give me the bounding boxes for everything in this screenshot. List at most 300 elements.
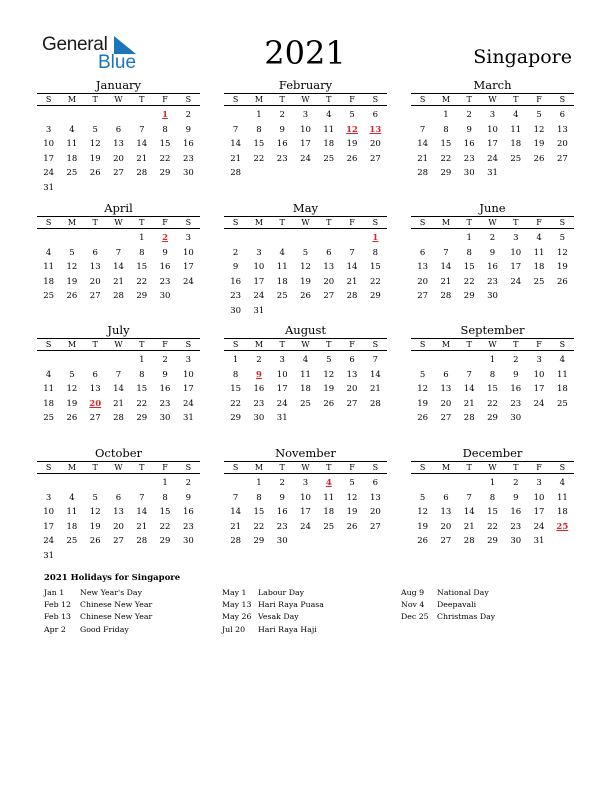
day-cell: 4 — [69, 124, 75, 135]
day-cell: 7 — [466, 369, 472, 380]
day-cell: 13 — [89, 262, 101, 273]
day-cell: 26 — [89, 168, 101, 179]
weekday-label: T — [326, 340, 332, 349]
day-cell: 4 — [279, 247, 285, 258]
day-cell: 18 — [556, 384, 568, 395]
holiday-entry — [44, 587, 152, 599]
day-cell: 22 — [136, 276, 148, 287]
day-cell: 27 — [323, 291, 335, 302]
day-cell: 2 — [513, 355, 519, 365]
day-cell: 13 — [556, 124, 568, 135]
day-cell: 2 — [256, 355, 262, 365]
month-name: July — [107, 323, 130, 337]
day-cell: 11 — [556, 492, 568, 503]
weekday-label: T — [466, 463, 472, 472]
empty-day-cell — [37, 231, 60, 246]
day-cell: 27 — [417, 291, 429, 302]
day-cell: 18 — [323, 139, 335, 150]
day-cell: 15 — [136, 262, 148, 273]
month-calendar — [411, 201, 574, 304]
day-cell: 13 — [417, 262, 429, 273]
day-cell: 16 — [182, 139, 194, 150]
day-cell: 30 — [182, 536, 194, 547]
day-cell: 27 — [440, 413, 452, 424]
holiday-date: Jul 20 — [222, 624, 246, 634]
day-cell: 31 — [487, 168, 498, 179]
day-cell: 3 — [256, 247, 262, 258]
day-cell: 31 — [253, 305, 265, 316]
weekday-label: S — [559, 218, 566, 227]
weekday-label: T — [92, 218, 98, 227]
day-cell: 29 — [136, 413, 148, 424]
day-cell: 14 — [113, 262, 124, 273]
day-cell: 20 — [89, 276, 101, 287]
month-calendar — [411, 78, 574, 181]
day-cell: 6 — [372, 478, 379, 488]
day-cell: 15 — [159, 139, 171, 150]
weekday-label: F — [162, 95, 168, 104]
holiday-date: Feb 12 — [44, 600, 71, 610]
day-cell: 25 — [533, 276, 545, 287]
day-cell: 23 — [487, 276, 498, 287]
weekday-label: S — [185, 463, 192, 472]
calendar-year: 2021 — [264, 34, 346, 72]
day-cell: 4 — [513, 110, 519, 120]
weekday-label: S — [45, 218, 52, 227]
weekday-label: T — [139, 218, 145, 227]
month-calendar — [411, 446, 574, 549]
weekday-label: T — [466, 340, 472, 349]
weekday-label: M — [254, 95, 264, 104]
day-cell: 23 — [510, 398, 522, 409]
holiday-date: Dec 25 — [401, 612, 429, 622]
day-cell: 22 — [463, 276, 475, 287]
day-cell: 18 — [533, 262, 545, 273]
month-name: September — [460, 323, 525, 337]
day-grid — [224, 108, 387, 181]
day-cell: 20 — [323, 276, 335, 287]
empty-day-cell — [60, 353, 83, 368]
day-cell: 6 — [92, 247, 98, 258]
holidays-title: 2021 Holidays for Singapore — [44, 573, 181, 583]
day-cell: 13 — [346, 369, 358, 380]
day-cell: 28 — [417, 168, 429, 179]
holiday-day-cell: 1 — [372, 233, 379, 243]
holiday-entry — [401, 599, 495, 611]
day-cell: 21 — [136, 521, 148, 532]
day-cell: 5 — [559, 233, 566, 243]
holiday-name: Labour Day — [258, 588, 305, 597]
holiday-name: Vesak Day — [258, 612, 299, 622]
day-cell: 25 — [556, 398, 568, 409]
day-cell: 17 — [43, 521, 55, 532]
day-cell: 7 — [466, 492, 472, 503]
day-cell: 26 — [300, 291, 311, 302]
weekday-label: T — [92, 463, 98, 472]
day-cell: 20 — [346, 384, 358, 395]
holiday-name: Christmas Day — [437, 612, 496, 622]
day-cell: 15 — [440, 139, 452, 150]
day-cell: 17 — [510, 262, 522, 273]
day-cell: 19 — [66, 276, 78, 287]
month-name: June — [479, 201, 506, 215]
weekday-label: F — [536, 218, 542, 227]
day-cell: 13 — [113, 139, 124, 150]
holiday-entry — [401, 611, 495, 623]
day-cell: 7 — [232, 492, 239, 503]
day-cell: 21 — [463, 398, 475, 409]
weekday-label: T — [513, 340, 519, 349]
holiday-day-cell: 13 — [369, 124, 382, 135]
holiday-day-cell: 25 — [556, 521, 569, 532]
day-cell: 11 — [323, 124, 335, 135]
day-cell: 6 — [443, 492, 449, 503]
holiday-name: New Year's Day — [80, 588, 142, 597]
day-cell: 27 — [89, 291, 101, 302]
day-cell: 18 — [323, 507, 335, 518]
holiday-name: Hari Raya Puasa — [258, 600, 324, 610]
day-cell: 18 — [276, 276, 288, 287]
month-calendar — [37, 201, 200, 304]
day-cell: 8 — [162, 124, 168, 135]
holiday-column — [44, 587, 152, 636]
empty-day-cell — [411, 353, 434, 368]
day-cell: 8 — [232, 369, 239, 380]
day-cell: 12 — [556, 247, 568, 258]
day-cell: 28 — [463, 413, 475, 424]
weekday-label: T — [466, 218, 472, 227]
day-cell: 19 — [323, 384, 335, 395]
day-cell: 7 — [139, 492, 145, 503]
day-cell: 27 — [113, 536, 124, 547]
day-cell: 21 — [369, 384, 381, 395]
empty-day-cell — [434, 353, 457, 368]
day-cell: 19 — [417, 398, 429, 409]
day-cell: 12 — [66, 262, 78, 273]
day-cell: 30 — [276, 536, 288, 547]
day-cell: 11 — [323, 492, 335, 503]
day-cell: 1 — [139, 355, 145, 365]
day-cell: 14 — [230, 139, 242, 150]
weekday-header — [224, 93, 387, 106]
day-cell: 23 — [463, 153, 475, 164]
day-cell: 12 — [417, 384, 429, 395]
day-cell: 19 — [66, 398, 78, 409]
empty-day-cell — [271, 231, 294, 246]
day-cell: 24 — [510, 276, 522, 287]
day-cell: 28 — [369, 398, 381, 409]
day-cell: 19 — [533, 139, 545, 150]
day-cell: 5 — [92, 492, 98, 503]
day-cell: 1 — [256, 478, 262, 488]
month-calendar — [224, 446, 387, 549]
day-cell: 1 — [162, 478, 168, 488]
day-cell: 8 — [489, 369, 496, 380]
day-cell: 21 — [346, 276, 358, 287]
day-cell: 11 — [510, 124, 522, 135]
day-cell: 16 — [510, 384, 522, 395]
day-cell: 2 — [279, 110, 285, 120]
holiday-name: Chinese New Year — [80, 612, 153, 622]
day-cell: 24 — [533, 398, 545, 409]
weekday-label: T — [513, 95, 519, 104]
weekday-label: S — [372, 95, 379, 104]
day-cell: 28 — [230, 168, 242, 179]
day-cell: 20 — [369, 139, 381, 150]
day-cell: 10 — [253, 262, 265, 273]
day-cell: 3 — [302, 110, 309, 120]
weekday-label: S — [45, 95, 52, 104]
day-cell: 16 — [230, 276, 242, 287]
weekday-label: S — [45, 463, 52, 472]
empty-day-cell — [458, 353, 481, 368]
day-cell: 27 — [89, 413, 101, 424]
day-grid — [411, 231, 574, 304]
weekday-label: S — [559, 463, 566, 472]
weekday-label: F — [536, 95, 542, 104]
day-cell: 14 — [463, 384, 475, 395]
day-cell: 26 — [66, 291, 78, 302]
day-cell: 26 — [346, 521, 358, 532]
day-cell: 9 — [162, 247, 168, 258]
day-cell: 4 — [536, 233, 542, 243]
empty-day-cell — [411, 108, 434, 123]
day-cell: 29 — [487, 413, 498, 424]
weekday-label: T — [92, 340, 98, 349]
weekday-label: T — [139, 463, 145, 472]
empty-day-cell — [434, 476, 457, 491]
day-cell: 11 — [43, 262, 55, 273]
weekday-label: M — [441, 218, 451, 227]
empty-day-cell — [317, 231, 340, 246]
day-cell: 12 — [533, 124, 545, 135]
day-cell: 17 — [182, 262, 194, 273]
day-cell: 7 — [232, 124, 239, 135]
weekday-label: W — [114, 340, 123, 349]
month-name: December — [462, 446, 523, 460]
day-cell: 27 — [369, 521, 381, 532]
weekday-label: W — [301, 463, 310, 472]
day-cell: 28 — [136, 168, 148, 179]
day-cell: 26 — [66, 413, 78, 424]
day-cell: 28 — [113, 291, 124, 302]
empty-day-cell — [411, 231, 434, 246]
day-cell: 5 — [536, 110, 542, 120]
day-cell: 3 — [45, 124, 52, 135]
weekday-label: T — [92, 95, 98, 104]
weekday-label: W — [114, 218, 123, 227]
day-cell: 5 — [349, 478, 355, 488]
day-cell: 3 — [45, 492, 52, 503]
weekday-header — [37, 461, 200, 474]
day-cell: 12 — [89, 507, 101, 518]
day-cell: 27 — [440, 536, 452, 547]
day-cell: 17 — [43, 153, 55, 164]
day-cell: 8 — [372, 247, 379, 258]
day-cell: 29 — [463, 291, 475, 302]
day-cell: 21 — [113, 398, 124, 409]
holiday-day-cell: 20 — [89, 398, 102, 409]
day-cell: 15 — [159, 507, 171, 518]
empty-day-cell — [434, 231, 457, 246]
holiday-name: Chinese New Year — [80, 600, 153, 610]
day-cell: 25 — [510, 153, 522, 164]
day-cell: 22 — [136, 398, 148, 409]
month-name: February — [278, 78, 333, 92]
day-cell: 29 — [487, 536, 498, 547]
day-cell: 16 — [463, 139, 475, 150]
weekday-label: T — [513, 218, 519, 227]
day-cell: 9 — [279, 124, 285, 135]
empty-day-cell — [60, 108, 83, 123]
day-cell: 31 — [43, 182, 55, 193]
holiday-name: Hari Raya Haji — [258, 624, 317, 634]
day-cell: 10 — [43, 507, 55, 518]
day-cell: 12 — [300, 262, 311, 273]
logo-text-blue: Blue — [98, 52, 137, 73]
day-cell: 17 — [533, 507, 545, 518]
day-cell: 24 — [276, 398, 288, 409]
day-cell: 5 — [92, 124, 98, 135]
day-cell: 4 — [559, 355, 566, 365]
day-cell: 10 — [510, 247, 522, 258]
weekday-header — [37, 93, 200, 106]
weekday-label: F — [162, 218, 168, 227]
day-cell: 24 — [300, 521, 311, 532]
day-cell: 5 — [326, 355, 332, 365]
day-grid — [224, 476, 387, 549]
empty-day-cell — [84, 353, 107, 368]
weekday-label: S — [185, 340, 192, 349]
day-cell: 16 — [182, 507, 194, 518]
day-cell: 28 — [440, 291, 452, 302]
holiday-day-cell: 9 — [255, 369, 262, 380]
holiday-entry — [222, 587, 324, 599]
holiday-day-cell: 12 — [346, 124, 358, 135]
day-cell: 24 — [182, 276, 194, 287]
day-cell: 21 — [440, 276, 452, 287]
day-cell: 30 — [463, 168, 475, 179]
day-cell: 16 — [487, 262, 498, 273]
day-cell: 14 — [417, 139, 429, 150]
day-cell: 1 — [443, 110, 449, 120]
weekday-label: T — [326, 95, 332, 104]
day-cell: 27 — [556, 153, 568, 164]
weekday-label: F — [349, 340, 355, 349]
day-cell: 6 — [559, 110, 566, 120]
day-cell: 12 — [66, 384, 78, 395]
holiday-date: May 13 — [222, 600, 252, 610]
day-cell: 15 — [487, 384, 498, 395]
day-cell: 19 — [346, 139, 358, 150]
empty-day-cell — [84, 231, 107, 246]
day-cell: 28 — [113, 413, 124, 424]
weekday-label: M — [441, 95, 451, 104]
day-cell: 2 — [489, 233, 496, 243]
day-cell: 30 — [253, 413, 265, 424]
day-cell: 1 — [256, 110, 262, 120]
day-cell: 25 — [43, 291, 55, 302]
day-cell: 5 — [349, 110, 355, 120]
weekday-label: S — [232, 218, 239, 227]
day-cell: 21 — [230, 521, 242, 532]
day-cell: 1 — [489, 478, 496, 488]
empty-day-cell — [224, 231, 247, 246]
day-cell: 1 — [232, 355, 239, 365]
day-cell: 7 — [115, 247, 122, 258]
weekday-label: M — [67, 218, 77, 227]
day-cell: 23 — [230, 291, 242, 302]
day-cell: 3 — [279, 355, 285, 365]
day-cell: 12 — [417, 507, 429, 518]
weekday-header — [37, 338, 200, 351]
weekday-label: T — [279, 340, 285, 349]
day-cell: 7 — [419, 124, 426, 135]
day-cell: 1 — [139, 233, 145, 243]
day-grid — [224, 231, 387, 319]
day-cell: 25 — [323, 153, 335, 164]
day-cell: 8 — [443, 124, 449, 135]
empty-day-cell — [130, 476, 153, 491]
day-cell: 4 — [45, 247, 52, 258]
day-cell: 24 — [300, 153, 311, 164]
day-cell: 22 — [253, 153, 265, 164]
day-cell: 14 — [136, 507, 148, 518]
day-cell: 23 — [276, 153, 288, 164]
day-cell: 25 — [43, 413, 55, 424]
day-cell: 8 — [256, 124, 262, 135]
month-name: May — [292, 201, 319, 215]
day-cell: 18 — [510, 139, 522, 150]
day-cell: 28 — [136, 536, 148, 547]
weekday-label: S — [419, 95, 426, 104]
day-cell: 9 — [466, 124, 472, 135]
day-cell: 5 — [302, 247, 309, 258]
holiday-date: Jan 1 — [44, 588, 65, 597]
month-calendar — [37, 446, 200, 564]
day-cell: 11 — [43, 384, 55, 395]
day-grid — [37, 353, 200, 426]
day-cell: 17 — [182, 384, 194, 395]
day-cell: 2 — [279, 478, 285, 488]
weekday-label: M — [441, 340, 451, 349]
day-cell: 25 — [323, 521, 335, 532]
day-cell: 15 — [487, 507, 498, 518]
day-cell: 26 — [323, 398, 335, 409]
weekday-header — [411, 216, 574, 229]
day-cell: 13 — [113, 507, 124, 518]
day-cell: 17 — [487, 139, 498, 150]
day-cell: 3 — [302, 478, 309, 488]
weekday-label: S — [185, 95, 192, 104]
day-cell: 3 — [185, 355, 192, 365]
empty-day-cell — [37, 476, 60, 491]
day-cell: 2 — [162, 355, 168, 365]
empty-day-cell — [224, 476, 247, 491]
day-cell: 2 — [466, 110, 472, 120]
day-cell: 30 — [487, 291, 498, 302]
weekday-label: W — [488, 95, 497, 104]
empty-day-cell — [107, 476, 130, 491]
day-cell: 4 — [326, 110, 332, 120]
weekday-label: S — [559, 95, 566, 104]
empty-day-cell — [37, 108, 60, 123]
logo — [42, 34, 152, 74]
day-cell: 19 — [346, 507, 358, 518]
day-cell: 6 — [92, 369, 98, 380]
day-cell: 20 — [556, 139, 568, 150]
day-cell: 9 — [232, 262, 239, 273]
